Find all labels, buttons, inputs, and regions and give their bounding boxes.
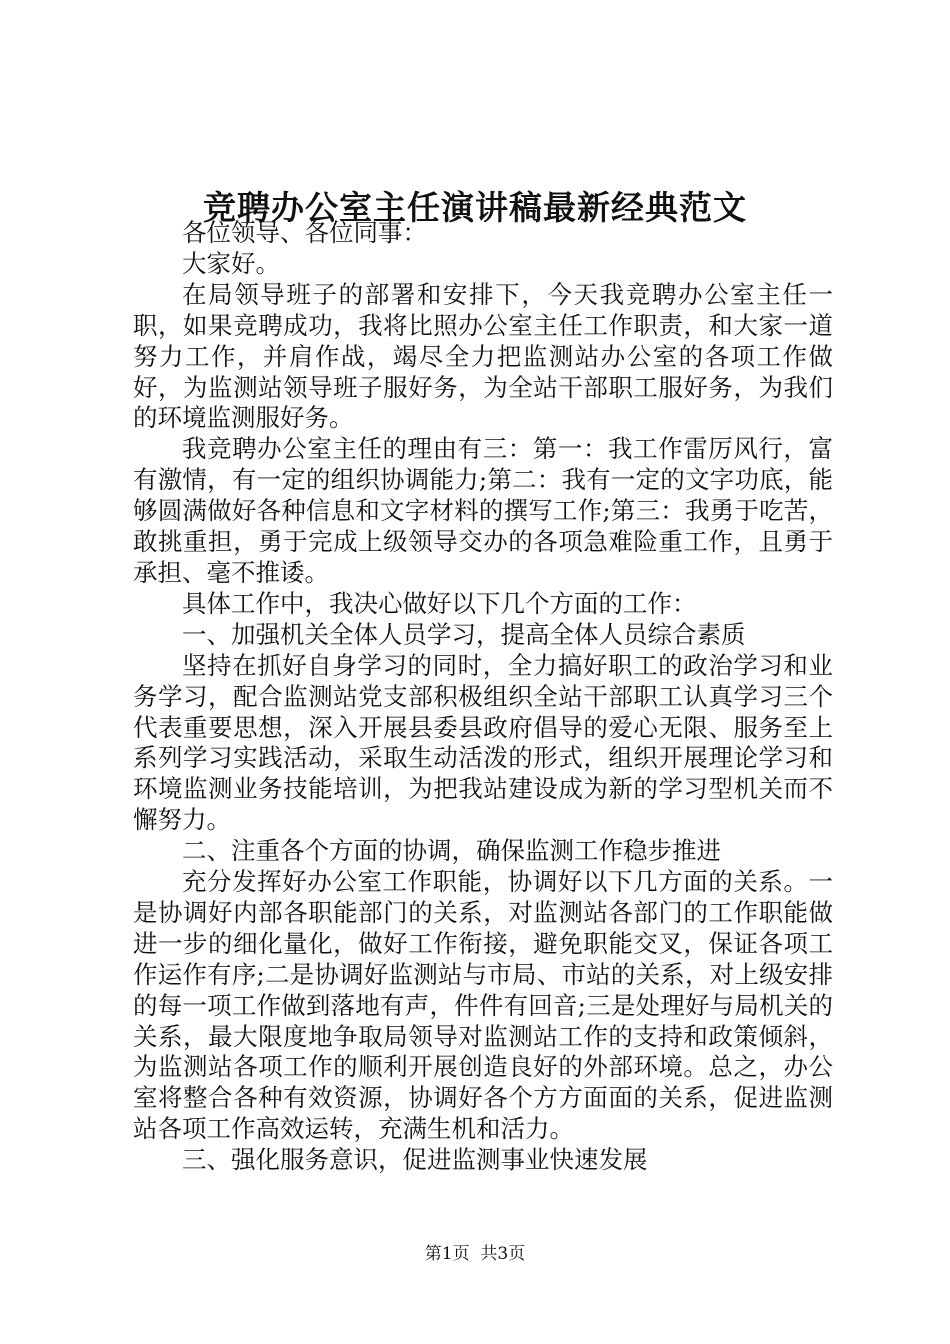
page-total: 共3页 <box>480 1244 526 1264</box>
document-body <box>133 218 833 1176</box>
page-number: 第1页 <box>424 1244 470 1264</box>
paragraph: 我竞聘办公室主任的理由有三：第一：我工作雷厉风行，富有激情，有一定的组织协调能力;第二：我有一定的文字功底，能够圆满做好各种信息和文字材料的撰写工作;第三：我勇于吃苦，敢挑重担，勇于完成上级领导交办的各项急难险重工作，且勇于承担、毫不推诿。 <box>133 434 833 587</box>
paragraph: 充分发挥好办公室工作职能，协调好以下几方面的关系。一是协调好内部各职能部门的关系，对监测站各部门的工作职能做进一步的细化量化，做好工作衔接，避免职能交叉，保证各项工作运作有序;二是协调好监测站与市局、市站的关系，对上级安排的每一项工作做到落地有声，件件有回音;三是处理好与局机关的关系，最大限度地争取局领导对监测站工作的支持和政策倾斜，为监测站各项工作的顺利开展创造良好的外部环境。总之，办公室将整合各种有效资源，协调好各个方方面面的关系，促进监测站各项工作高效运转，充满生机和活力。 <box>133 867 833 1144</box>
salutation: 各位领导、各位同事： <box>182 218 427 247</box>
page-footer <box>0 1243 950 1265</box>
section-heading: 二、注重各个方面的协调，确保监测工作稳步推进 <box>182 836 721 866</box>
document-title: 竞聘办公室主任演讲稿最新经典范文 <box>203 188 747 227</box>
section-heading: 一、加强机关全体人员学习，提高全体人员综合素质 <box>182 619 746 649</box>
section-heading: 三、强化服务意识，促进监测事业快速发展 <box>182 1145 648 1175</box>
footer-spacer <box>470 1244 481 1264</box>
greeting: 大家好。 <box>182 248 280 278</box>
paragraph: 具体工作中，我决心做好以下几个方面的工作： <box>182 588 697 618</box>
paragraph: 在局领导班子的部署和安排下，今天我竞聘办公室主任一职，如果竞聘成功，我将比照办公室主任工作职责，和大家一道努力工作，并肩作战，竭尽全力把监测站办公室的各项工作做好，为监测站领导班子服好务，为全站干部职工服好务，为我们的环境监测服好务。 <box>133 279 833 433</box>
paragraph: 坚持在抓好自身学习的同时，全力搞好职工的政治学习和业务学习，配合监测站党支部积极组织全站干部职工认真学习三个代表重要思想，深入开展县委县政府倡导的爱心无限、服务至上系列学习实践活动，采取生动活泼的形式，组织开展理论学习和环境监测业务技能培训，为把我站建设成为新的学习型机关而不懈努力。 <box>133 650 833 835</box>
